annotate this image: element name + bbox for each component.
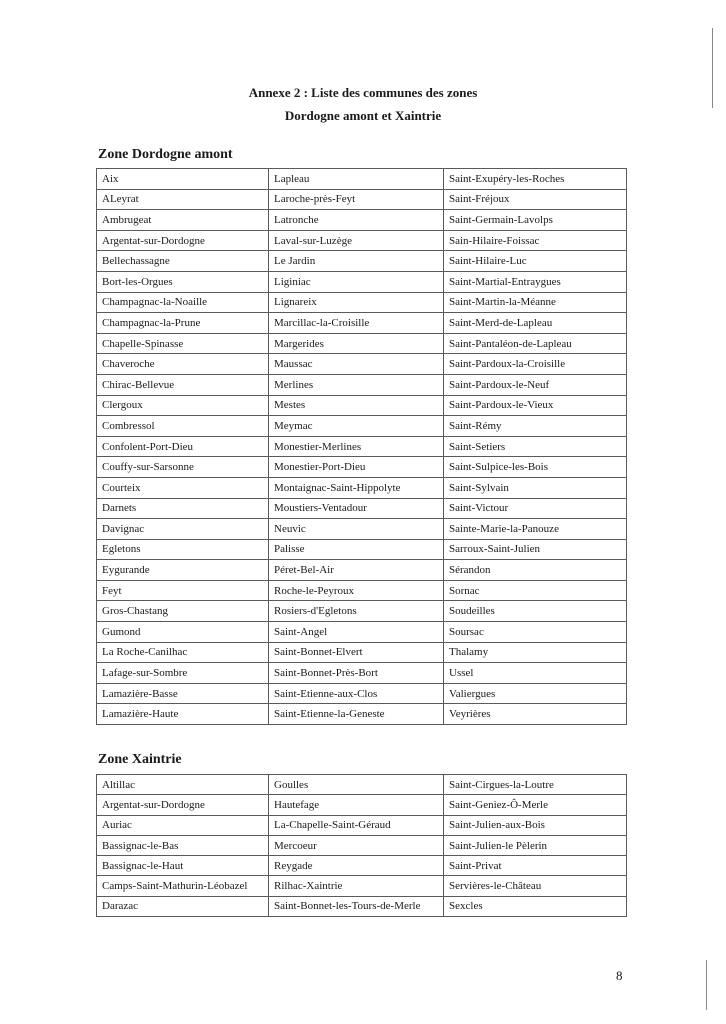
table-row (97, 876, 627, 896)
commune-cell: Lamazière-Basse (97, 683, 269, 704)
commune-cell: La Roche-Canilhac (97, 642, 269, 663)
table-row (97, 313, 627, 334)
commune-cell: Courteix (97, 477, 269, 498)
table-row (97, 416, 627, 437)
commune-cell: Moustiers-Ventadour (269, 498, 444, 519)
commune-cell: Champagnac-la-Prune (97, 313, 269, 334)
commune-cell: Saint-Etienne-aux-Clos (269, 683, 444, 704)
commune-cell: Saint-Pardoux-la-Croisille (444, 354, 627, 375)
commune-cell: Monestier-Port-Dieu (269, 457, 444, 478)
table-row (97, 601, 627, 622)
commune-cell: Goulles (269, 775, 444, 795)
commune-cell: Saint-Geniez-Ô-Merle (444, 795, 627, 815)
commune-cell: Bassignac-le-Bas (97, 835, 269, 855)
zone-dordogne-heading: Zone Dordogne amont (98, 147, 233, 162)
table-row (97, 189, 627, 210)
commune-cell: Mercoeur (269, 835, 444, 855)
commune-cell: Saint-Exupéry-les-Roches (444, 169, 627, 190)
table-row (97, 395, 627, 416)
commune-cell: Valiergues (444, 683, 627, 704)
commune-cell: Sérandon (444, 560, 627, 581)
table-row (97, 354, 627, 375)
commune-cell: Neuvic (269, 519, 444, 540)
commune-cell: Auriac (97, 815, 269, 835)
commune-cell: Saint-Angel (269, 622, 444, 643)
table-row (97, 292, 627, 313)
commune-cell: Roche-le-Peyroux (269, 580, 444, 601)
table-row (97, 856, 627, 876)
commune-cell: Lafage-sur-Sombre (97, 663, 269, 684)
table-row (97, 580, 627, 601)
table-row (97, 704, 627, 725)
commune-cell: Saint-Julien-aux-Bois (444, 815, 627, 835)
commune-cell: Saint-Victour (444, 498, 627, 519)
commune-cell: Saint-Germain-Lavolps (444, 210, 627, 231)
commune-cell: Reygade (269, 856, 444, 876)
commune-cell: Saint-Martin-la-Méanne (444, 292, 627, 313)
commune-cell: Meymac (269, 416, 444, 437)
commune-cell: Bellechassagne (97, 251, 269, 272)
commune-cell: Le Jardin (269, 251, 444, 272)
commune-cell: Chaveroche (97, 354, 269, 375)
scan-edge-mark (712, 28, 713, 108)
commune-cell: Confolent-Port-Dieu (97, 436, 269, 457)
commune-cell: Saint-Bonnet-Elvert (269, 642, 444, 663)
commune-cell: Sainte-Marie-la-Panouze (444, 519, 627, 540)
commune-cell: Monestier-Merlines (269, 436, 444, 457)
commune-cell: Gumond (97, 622, 269, 643)
commune-cell: Davignac (97, 519, 269, 540)
commune-cell: Ussel (444, 663, 627, 684)
commune-cell: Clergoux (97, 395, 269, 416)
commune-cell: Ambrugeat (97, 210, 269, 231)
commune-cell: Laroche-près-Feyt (269, 189, 444, 210)
commune-cell: Palisse (269, 539, 444, 560)
scan-edge-mark (706, 960, 707, 1010)
commune-cell: Saint-Sylvain (444, 477, 627, 498)
commune-cell: Liginiac (269, 271, 444, 292)
table-row (97, 896, 627, 916)
commune-cell: Saint-Cirgues-la-Loutre (444, 775, 627, 795)
commune-cell: Merlines (269, 374, 444, 395)
table-row (97, 560, 627, 581)
commune-cell: Lapleau (269, 169, 444, 190)
commune-cell: Saint-Etienne-la-Geneste (269, 704, 444, 725)
table-row (97, 663, 627, 684)
commune-cell: Sornac (444, 580, 627, 601)
commune-cell: Saint-Hilaire-Luc (444, 251, 627, 272)
commune-cell: Champagnac-la-Noaille (97, 292, 269, 313)
commune-cell: Aix (97, 169, 269, 190)
commune-cell: Sarroux-Saint-Julien (444, 539, 627, 560)
commune-cell: Chirac-Bellevue (97, 374, 269, 395)
table-row (97, 539, 627, 560)
commune-cell: Soudeilles (444, 601, 627, 622)
table-row (97, 642, 627, 663)
commune-cell: Lignareix (269, 292, 444, 313)
commune-cell: Argentat-sur-Dordogne (97, 230, 269, 251)
table-row (97, 775, 627, 795)
commune-cell: Saint-Bonnet-Près-Bort (269, 663, 444, 684)
table-row (97, 210, 627, 231)
commune-cell: Altillac (97, 775, 269, 795)
commune-cell: Saint-Julien-le Pèlerin (444, 835, 627, 855)
table-row (97, 169, 627, 190)
table-row (97, 835, 627, 855)
table-row (97, 436, 627, 457)
commune-cell: Rosiers-d'Egletons (269, 601, 444, 622)
commune-cell: Bassignac-le-Haut (97, 856, 269, 876)
page-number: 8 (616, 968, 623, 983)
commune-cell: Thalamy (444, 642, 627, 663)
commune-cell: Saint-Privat (444, 856, 627, 876)
table-row (97, 498, 627, 519)
table-row (97, 374, 627, 395)
commune-cell: Latronche (269, 210, 444, 231)
commune-cell: Saint-Bonnet-les-Tours-de-Merle (269, 896, 444, 916)
annex-subtitle: Dordogne amont et Xaintrie (284, 108, 442, 123)
commune-cell: Camps-Saint-Mathurin-Léobazel (97, 876, 269, 896)
commune-cell: Saint-Pantaléon-de-Lapleau (444, 333, 627, 354)
commune-cell: Veyrières (444, 704, 627, 725)
table-row (97, 477, 627, 498)
commune-cell: Sexcles (444, 896, 627, 916)
commune-cell: Péret-Bel-Air (269, 560, 444, 581)
commune-cell: Saint-Setiers (444, 436, 627, 457)
commune-cell: Bort-les-Orgues (97, 271, 269, 292)
table-row (97, 519, 627, 540)
commune-cell: Egletons (97, 539, 269, 560)
commune-cell: Marcillac-la-Croisille (269, 313, 444, 334)
commune-cell: Saint-Fréjoux (444, 189, 627, 210)
table-row (97, 457, 627, 478)
table-row (97, 683, 627, 704)
commune-cell: Hautefage (269, 795, 444, 815)
commune-cell: Sain-Hilaire-Foissac (444, 230, 627, 251)
commune-cell: Saint-Sulpice-les-Bois (444, 457, 627, 478)
zone-xaintrie-table (96, 774, 627, 917)
commune-cell: Mestes (269, 395, 444, 416)
table-row (97, 251, 627, 272)
commune-cell: Laval-sur-Luzège (269, 230, 444, 251)
commune-cell: Soursac (444, 622, 627, 643)
commune-cell: Maussac (269, 354, 444, 375)
table-row (97, 271, 627, 292)
commune-cell: Feyt (97, 580, 269, 601)
table-row (97, 815, 627, 835)
commune-cell: Darnets (97, 498, 269, 519)
commune-cell: Rilhac-Xaintrie (269, 876, 444, 896)
zone-dordogne-table (96, 168, 627, 725)
table-row (97, 795, 627, 815)
table-row (97, 333, 627, 354)
commune-cell: Gros-Chastang (97, 601, 269, 622)
annex-title: Annexe 2 : Liste des communes des zones (248, 85, 478, 100)
commune-cell: Servières-le-Château (444, 876, 627, 896)
commune-cell: Darazac (97, 896, 269, 916)
commune-cell: Lamazière-Haute (97, 704, 269, 725)
commune-cell: Eygurande (97, 560, 269, 581)
zone-xaintrie-heading: Zone Xaintrie (98, 752, 182, 767)
commune-cell: Saint-Merd-de-Lapleau (444, 313, 627, 334)
commune-cell: Chapelle-Spinasse (97, 333, 269, 354)
commune-cell: Argentat-sur-Dordogne (97, 795, 269, 815)
commune-cell: Couffy-sur-Sarsonne (97, 457, 269, 478)
commune-cell: Margerides (269, 333, 444, 354)
commune-cell: ALeyrat (97, 189, 269, 210)
commune-cell: La-Chapelle-Saint-Géraud (269, 815, 444, 835)
table-row (97, 622, 627, 643)
commune-cell: Saint-Martial-Entraygues (444, 271, 627, 292)
commune-cell: Saint-Pardoux-le-Vieux (444, 395, 627, 416)
table-row (97, 230, 627, 251)
commune-cell: Montaignac-Saint-Hippolyte (269, 477, 444, 498)
commune-cell: Saint-Rémy (444, 416, 627, 437)
commune-cell: Combressol (97, 416, 269, 437)
commune-cell: Saint-Pardoux-le-Neuf (444, 374, 627, 395)
